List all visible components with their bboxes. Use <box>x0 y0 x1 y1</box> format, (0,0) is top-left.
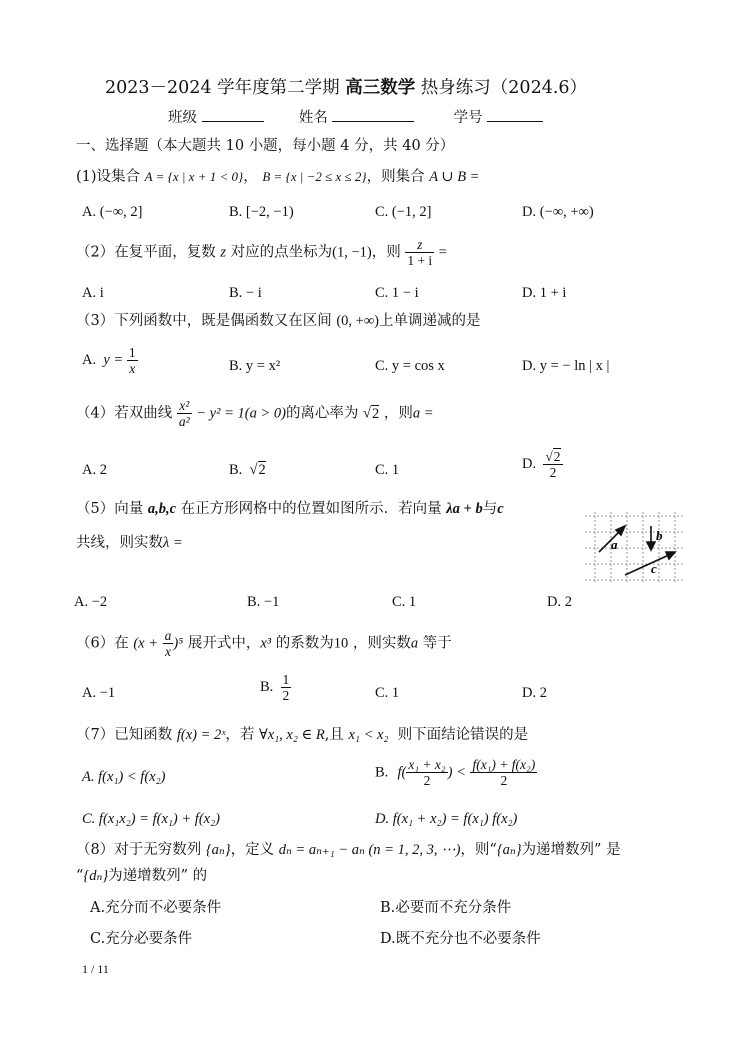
q3-option-d[interactable]: D. y = − ln | x | <box>522 358 610 374</box>
q8-option-b[interactable]: B.必要而不充分条件 <box>380 900 512 916</box>
page-title <box>105 76 587 100</box>
vector-grid-figure <box>585 512 685 584</box>
q1-option-d[interactable]: D. (−∞, +∞) <box>522 204 594 220</box>
question-3: （3）下列函数中，既是偶函数又在区间 (0, +∞)上单调递减的是 <box>76 313 481 329</box>
q1-option-c[interactable]: C. (−1, 2] <box>375 204 432 220</box>
q4-option-c[interactable]: C. 1 <box>375 462 400 478</box>
q5-option-a[interactable]: A. −2 <box>74 594 108 610</box>
q2-option-a[interactable]: A. i <box>82 285 104 301</box>
student-info-row <box>168 107 543 128</box>
q2-option-b[interactable]: B. − i <box>229 285 262 301</box>
q2-option-c[interactable]: C. 1 − i <box>375 285 419 301</box>
class-label: 班级 <box>168 110 197 126</box>
q6-option-b[interactable]: B. $\frac{1}{2}$ <box>260 672 290 703</box>
q8-option-d[interactable]: D.既不充分也不必要条件 <box>380 931 541 947</box>
class-blank[interactable] <box>202 107 264 122</box>
question-7: （7）已知函数 f(x) = 2ˣ，若 ∀x₁, x₂ ∈ R,且 x₁ < x₂ 则下面结论错误的是 <box>76 727 529 743</box>
id-label: 学号 <box>453 110 483 126</box>
q2-option-d[interactable]: D. 1 + i <box>522 285 567 301</box>
q4-option-b[interactable]: B. √2 <box>229 462 266 478</box>
q5-option-d[interactable]: D. 2 <box>547 594 572 610</box>
vector-a-label: a <box>611 537 618 552</box>
q3-option-b[interactable]: B. y = x² <box>229 358 281 374</box>
q1-option-b[interactable]: B. [−2, −1) <box>229 204 294 220</box>
q8-option-c[interactable]: C.充分必要条件 <box>90 931 193 947</box>
question-4: （4）若双曲线 $\frac{\text{x²}}{\text{a²}}$ − y² = 1(a > 0)的离心率为 √2 ，则a = <box>76 398 434 429</box>
union-expr: A ∪ B = <box>429 169 480 185</box>
section-heading: 一、选择题（本大题共 10 小题，每小题 4 分，共 40 分） <box>76 138 455 154</box>
title-subject: 高三数学 <box>345 78 416 98</box>
set-b: B = {x | −2 ≤ x ≤ 2} <box>262 169 367 184</box>
q8-option-a[interactable]: A.充分而不必要条件 <box>90 900 222 916</box>
q3-option-a[interactable]: A. y = $\frac{1}{x}$ <box>82 345 136 376</box>
question-8: （8）对于无穷数列 {aₙ}，定义 dₙ = aₙ₊₁ − aₙ (n = 1, 2, 3, ⋯)，则“{aₙ}为递增数列” 是 <box>76 842 621 858</box>
q7-option-a[interactable]: A. f(x₁) < f(x₂) <box>82 769 166 785</box>
question-5-line2: 共线，则实数λ = <box>76 535 183 551</box>
q5-option-c[interactable]: C. 1 <box>392 594 417 610</box>
vector-b-label: b <box>656 528 663 543</box>
q1-option-a[interactable]: A. (−∞, 2] <box>82 204 143 220</box>
question-5: （5）向量 a,b,c 在正方形网格中的位置如图所示．若向量 λa + b与c <box>76 501 504 517</box>
q7-option-c[interactable]: C. f(x₁x₂) = f(x₁) + f(x₂) <box>82 811 220 827</box>
page-number: 1 / 11 <box>82 962 109 976</box>
question-2: （2）在复平面，复数 z 对应的点坐标为(1, −1)，则 $\frac{z}{1 + i}$ = <box>76 237 447 268</box>
title-suffix: 热身练习（2024.6） <box>420 78 588 98</box>
q3-option-c[interactable]: C. y = cos x <box>375 358 445 374</box>
q6-option-c[interactable]: C. 1 <box>375 685 400 701</box>
question-6: （6）在 (x + $\frac{a}{x}$ )⁵ 展开式中，x³ 的系数为10 ，则实数a 等于 <box>76 628 452 659</box>
q4-option-d[interactable]: D. $\frac{√2}{2}$ <box>522 449 561 480</box>
set-a: A = {x | x + 1 < 0} <box>144 169 244 184</box>
q7-option-b[interactable]: B. f( $\frac{\text{x₁ + x₂}}{2}$ ) < $\frac{\text{f(x₁) + f(x₂)}}{2}$ <box>375 757 536 788</box>
q4-option-a[interactable]: A. 2 <box>82 462 107 478</box>
q7-option-d[interactable]: D. f(x₁ + x₂) = f(x₁) f(x₂) <box>375 811 518 827</box>
q2-fraction: $\frac{z}{1 + i}$ <box>407 237 433 268</box>
q6-option-d[interactable]: D. 2 <box>522 685 547 701</box>
question-1: (1)设集合 A = {x | x + 1 < 0}， B = {x | −2 ≤ x ≤ 2}，则集合 A ∪ B = <box>76 169 480 185</box>
title-term: 2023－2024 学年度第二学期 <box>105 78 340 98</box>
q5-option-b[interactable]: B. −1 <box>247 594 280 610</box>
vector-c-label: c <box>651 561 657 576</box>
name-blank[interactable] <box>332 107 414 122</box>
q6-option-a[interactable]: A. −1 <box>82 685 116 701</box>
id-blank[interactable] <box>487 107 543 122</box>
question-8-line2: “{dₙ}为递增数列” 的 <box>76 868 208 884</box>
name-label: 姓名 <box>298 110 328 126</box>
